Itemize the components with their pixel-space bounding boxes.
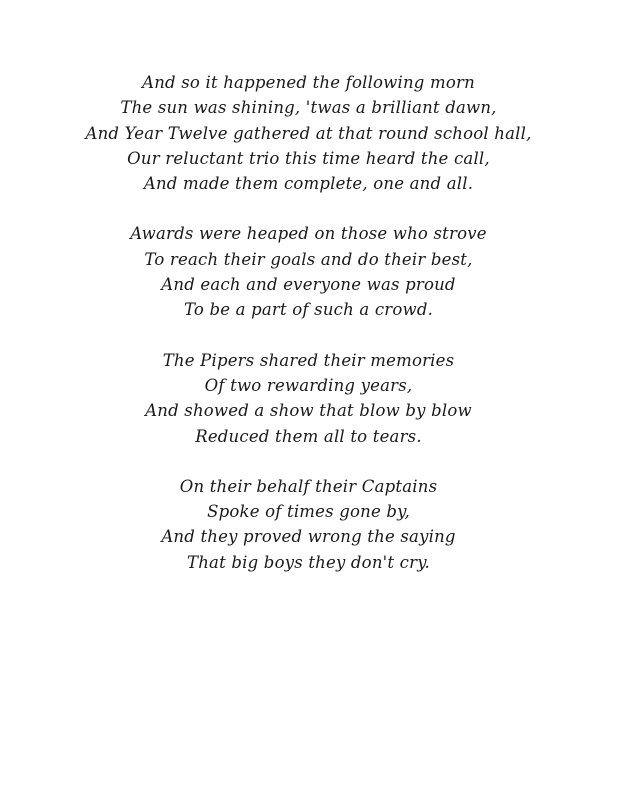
poem-stanza-1 — [0, 70, 617, 196]
poem-line: And Year Twelve gathered at that round school hall, — [85, 123, 532, 143]
poem-text — [0, 70, 617, 600]
poem-stanza-4 — [0, 474, 617, 575]
poem-line: Spoke of times gone by, — [207, 502, 410, 522]
poem-stanza-3 — [0, 348, 617, 449]
poem-stanza-2 — [0, 221, 617, 322]
poem-line: Of two rewarding years, — [204, 375, 413, 395]
poem-line: To be a part of such a crowd. — [183, 300, 434, 320]
poem-line: Awards were heaped on those who strove — [130, 224, 487, 244]
poem-line: Reduced them all to tears. — [195, 426, 422, 446]
poem-line: On their behalf their Captains — [179, 476, 438, 496]
poem-line: And so it happened the following morn — [142, 73, 475, 92]
poem-line: Our reluctant trio this time heard the call, — [127, 148, 490, 168]
poem-line: The sun was shining, 'twas a brilliant dawn, — [120, 98, 497, 118]
poem-line: And showed a show that blow by blow — [145, 401, 472, 421]
poem-line: To reach their goals and do their best, — [144, 249, 473, 269]
poem-line: And made them complete, one and all. — [143, 174, 474, 194]
poem-line: That big boys they don't cry. — [187, 552, 430, 572]
poem-line: And each and everyone was proud — [161, 275, 456, 295]
poem-line: And they proved wrong the saying — [161, 527, 456, 547]
poem-line: The Pipers shared their memories — [162, 350, 455, 370]
